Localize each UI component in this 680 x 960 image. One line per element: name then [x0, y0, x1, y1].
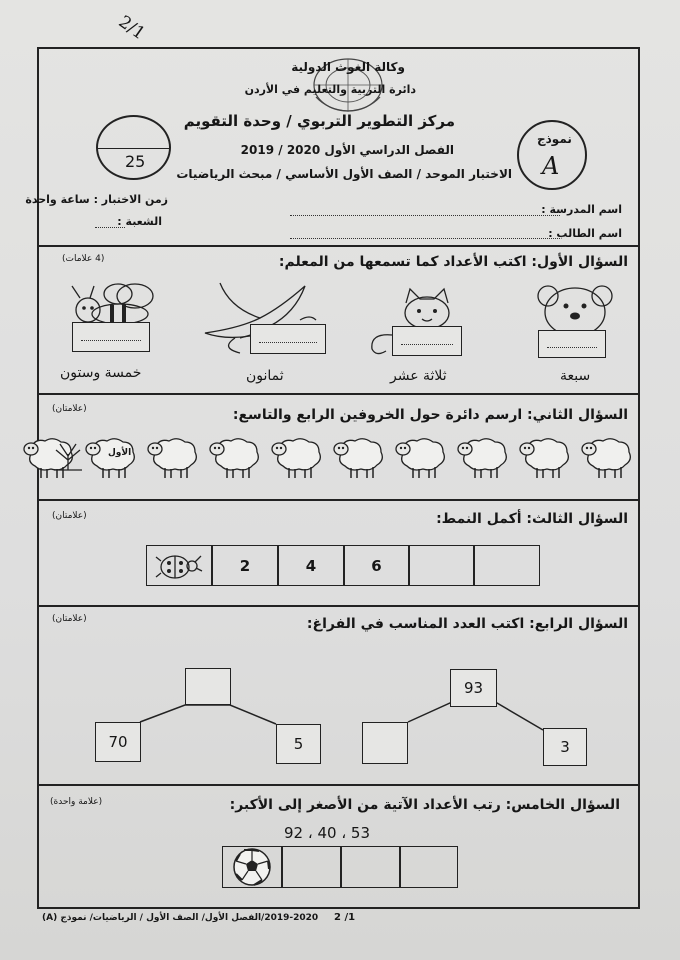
- model-value: A: [542, 152, 560, 180]
- section-label: الشعبة :: [117, 215, 162, 228]
- divider-5: [37, 784, 640, 786]
- exam-line: الاختبار الموحد / الصف الأول الأساسي / مبحث الرياضيات: [176, 167, 512, 181]
- order-answer-cell[interactable]: [400, 846, 458, 888]
- department-name: دائرة التربية والتعليم في الأردن: [244, 83, 416, 96]
- semester-line: الفصل الدراسي الأول 2020 / 2019: [240, 143, 454, 157]
- q5-title: السؤال الخامس: رتب الأعداد الآتية من الأصغر إلى الأكبر:: [229, 797, 620, 813]
- soccer-ball-icon: [232, 847, 272, 887]
- q1-marks: (4 علامات): [62, 254, 105, 264]
- q1-word: خمسة وستون: [60, 365, 142, 381]
- order-icon-cell: [222, 846, 282, 888]
- q1-word: ثمانون: [246, 368, 284, 384]
- q2-title: السؤال الثاني: ارسم دائرة حول الخروفين الرابع والتاسع:: [232, 407, 628, 423]
- order-answer-cell[interactable]: [282, 846, 341, 888]
- first-sheep-label: الأول: [108, 448, 132, 458]
- agency-name: وكالة الغوث الدولية: [291, 60, 405, 74]
- model-label: نموذج: [537, 132, 572, 146]
- q1-word: سبعة: [560, 368, 591, 384]
- q4-title: السؤال الرابع: اكتب العدد المناسب في الفراغ:: [306, 616, 628, 632]
- footer-info: 2019-2020/الفصل الأول/ الصف الأول / الرياضيات/ نموذج (A): [42, 913, 319, 923]
- q2-marks: (علامتان): [52, 404, 87, 414]
- order-answer-cell[interactable]: [341, 846, 400, 888]
- right-tree-right-box: 3: [543, 728, 587, 766]
- left-tree-left-box: 70: [95, 722, 141, 762]
- right-tree-top-box: 93: [450, 669, 497, 707]
- school-label: اسم المدرسة :: [541, 203, 622, 216]
- q1-word: ثلاثة عشر: [390, 368, 447, 384]
- q4-marks: (علامتان): [52, 614, 87, 624]
- right-tree-left-box[interactable]: [362, 722, 408, 764]
- left-tree-top-box[interactable]: [185, 668, 231, 705]
- q3-marks: (علامتان): [52, 511, 87, 521]
- left-tree-right-box: 5: [276, 724, 321, 764]
- footer-page: 2 /1: [334, 912, 356, 923]
- q1-title: السؤال الأول: اكتب الأعداد كما تسمعها من المعلم:: [278, 254, 628, 270]
- q3-title: السؤال الثالث: أكمل النمط:: [436, 511, 628, 527]
- pattern-cell: 4: [278, 545, 344, 586]
- score-total: 25: [125, 152, 146, 171]
- time-label: زمن الاختبار : ساعة واحدة: [25, 193, 168, 206]
- pattern-cell: 6: [344, 545, 409, 586]
- student-label: اسم الطالب :: [548, 227, 622, 240]
- q5-marks: (علامة واحدة): [50, 797, 103, 807]
- handwritten-mark: 2/1: [114, 11, 149, 45]
- q5-numbers: 92 ، 40 ، 53: [284, 824, 371, 842]
- pattern-cell: 2: [212, 545, 278, 586]
- center-name: مركز التطوير التربوي / وحدة التقويم: [183, 112, 455, 130]
